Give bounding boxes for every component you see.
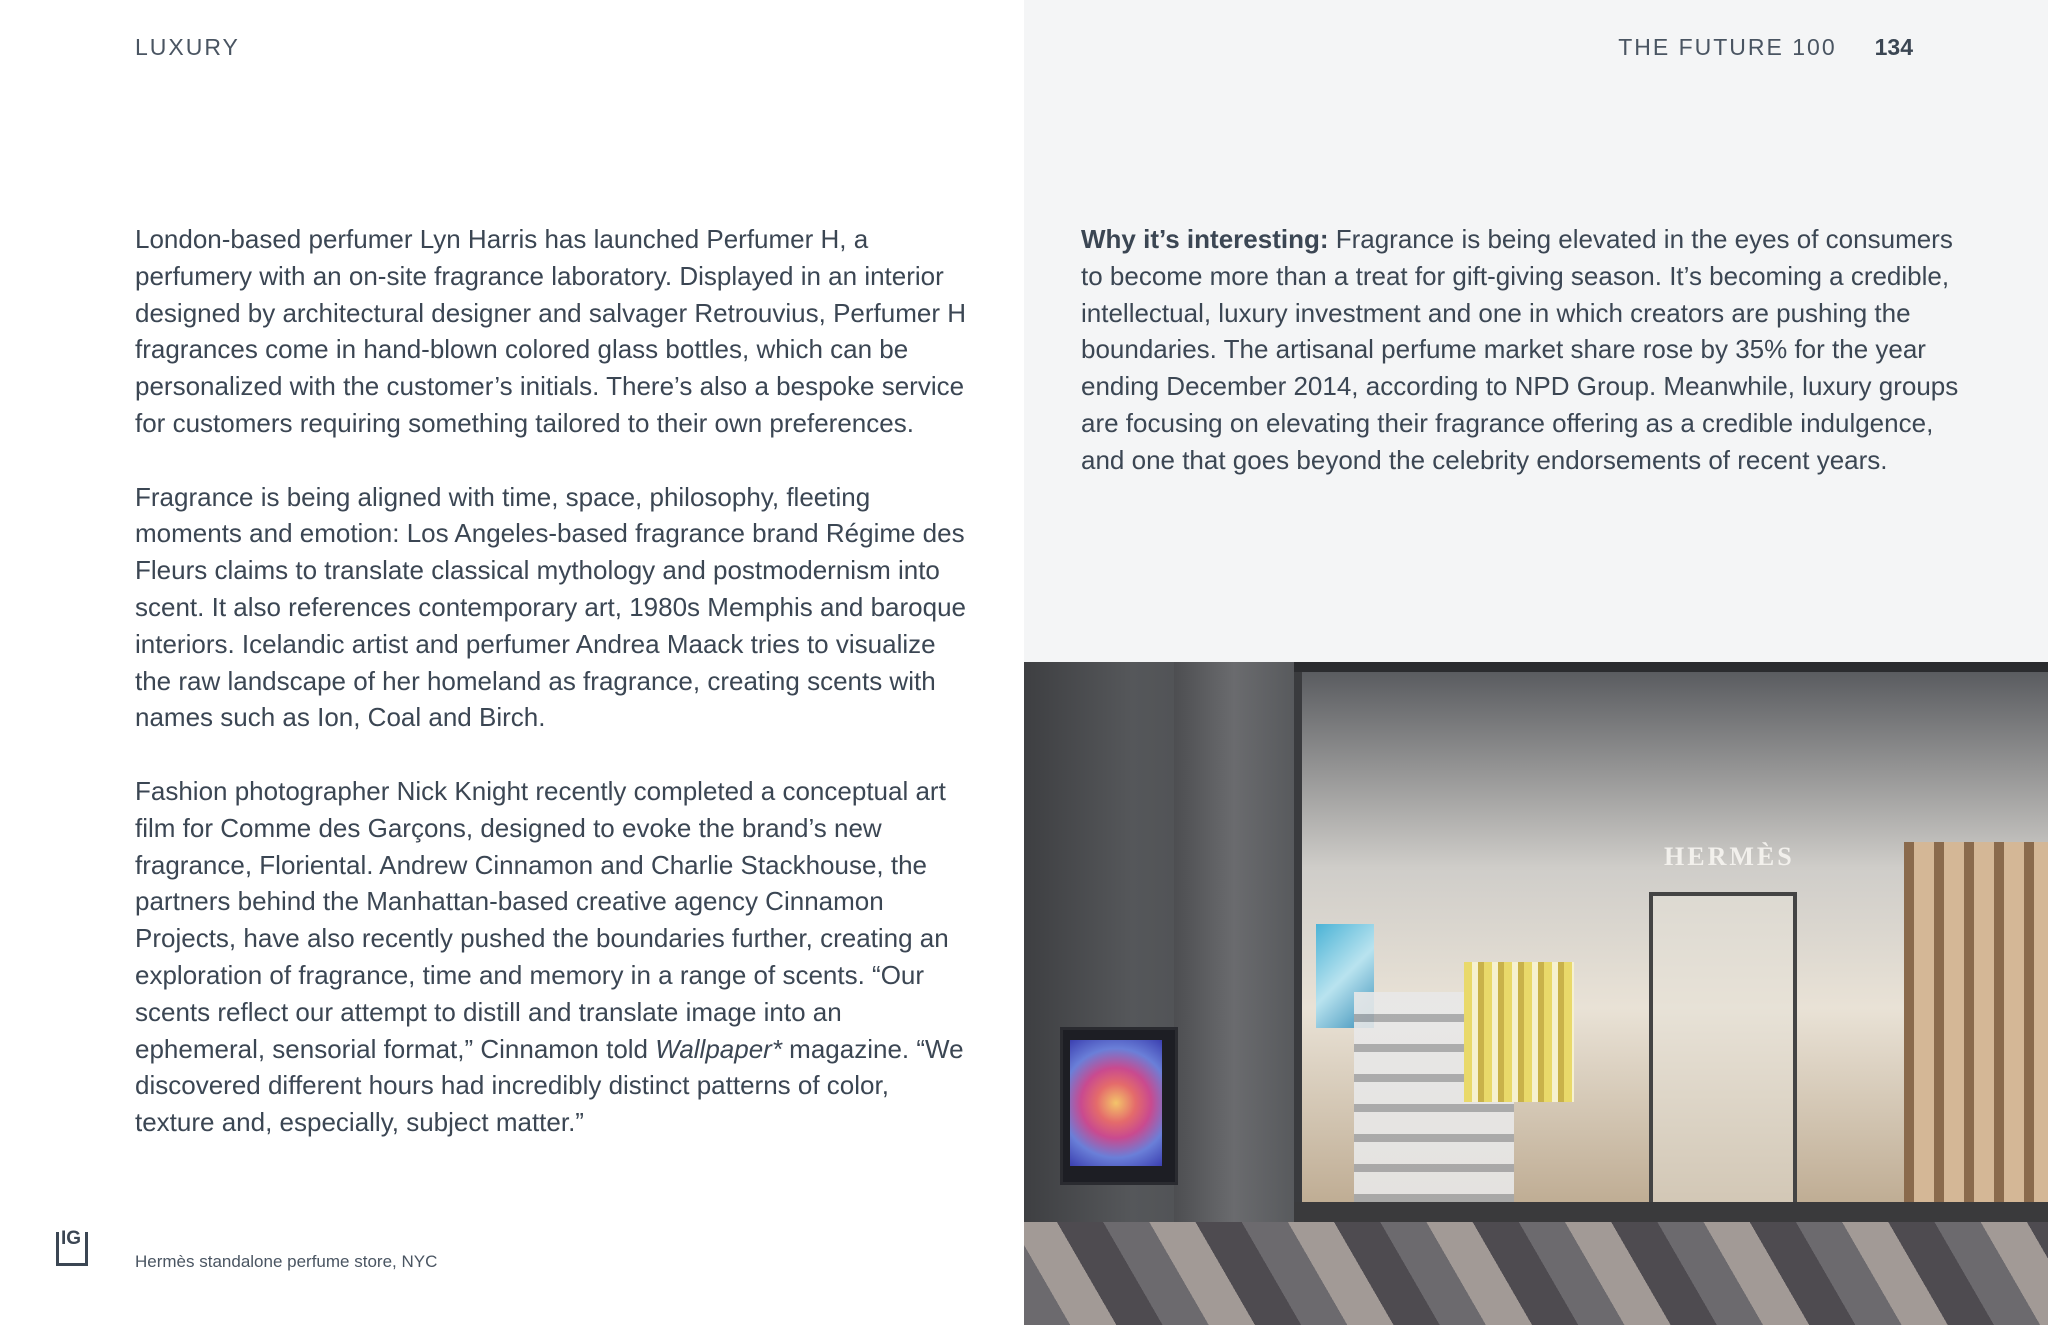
store-sign: HERMÈS [1664, 842, 1795, 871]
page-number: 134 [1874, 34, 1913, 60]
paragraph-3-text-a: Fashion photographer Nick Knight recently completed a conceptual art film for Comme des Garçons, designed to evoke the brand’s new fragrance, Floriental. Andrew Cinnamon and Charlie Stackhouse, the partners behind the Manhattan-based creative agency Cinnamon Projects, have also recently pushed the boundaries further, creating an exploration of fragrance, time and memory in a range of scents. “Our scents reflect our attempt to distill and translate image into an ephemeral, sensorial format,” Cinnamon told [135, 775, 949, 1064]
magazine-title: Wallpaper* [655, 1033, 782, 1064]
right-column [1081, 221, 1961, 515]
paragraph-3 [135, 773, 975, 1141]
photo-marble-floor [1024, 1222, 2048, 1325]
publication-title: THE FUTURE 100 [1618, 34, 1837, 60]
interesting-text: Fragrance is being elevated in the eyes of consumers to become more than a treat for gift-giving season. It’s becoming a credible, intellectual, luxury investment and one in which creators are pushing the boundaries. The artisanal perfume market share rose by 35% for the year ending December 2014, according to NPD Group. Meanwhile, luxury groups are focusing on elevating their fragrance offering as a credible indulgence, and one that goes beyond the celebrity endorsements of recent years. [1081, 224, 1959, 475]
publication-header [1618, 34, 1913, 61]
photo-display-cabinet [1464, 962, 1574, 1102]
paragraph-2: Fragrance is being aligned with time, space, philosophy, fleeting moments and emotion: Los Angeles-based fragrance brand Régime des Fleurs claims to translate classical mythology and postmodernism into scent. It also references contemporary art, 1980s Memphis and baroque interiors. Icelandic artist and perfumer Andrea Maack tries to visualize the raw landscape of her homeland as fragrance, creating scents with names such as Ion, Coal and Birch. [135, 481, 966, 733]
store-photo [1024, 662, 2048, 1325]
section-label: LUXURY [135, 34, 240, 60]
photo-wood-shelves [1904, 842, 2048, 1242]
interesting-lead: Why it’s interesting: [1081, 224, 1329, 254]
paragraph-3-text-b: magazine. “We discovered different hours had incredibly distinct patterns of color, texture and, especially, subject matter.” [135, 1033, 964, 1138]
paragraph-1: London-based perfumer Lyn Harris has launched Perfumer H, a perfumery with an on-site fragrance laboratory. Displayed in an interior designed by architectural designer and salvager Retrouvius, Perfumer H fragrances come in hand-blown colored glass bottles, which can be personalized with the customer’s initials. There’s also a bespoke service for customers requiring something tailored to their own preferences. [135, 224, 966, 438]
logo-text: IG [61, 1228, 82, 1249]
photo-scarf [1070, 1040, 1162, 1166]
left-column [135, 221, 975, 1178]
photo-caption: Hermès standalone perfume store, NYC [135, 1252, 438, 1271]
ig-logo-icon [56, 1228, 88, 1266]
interesting-paragraph [1081, 221, 1961, 479]
photo-glass-door [1649, 892, 1797, 1230]
